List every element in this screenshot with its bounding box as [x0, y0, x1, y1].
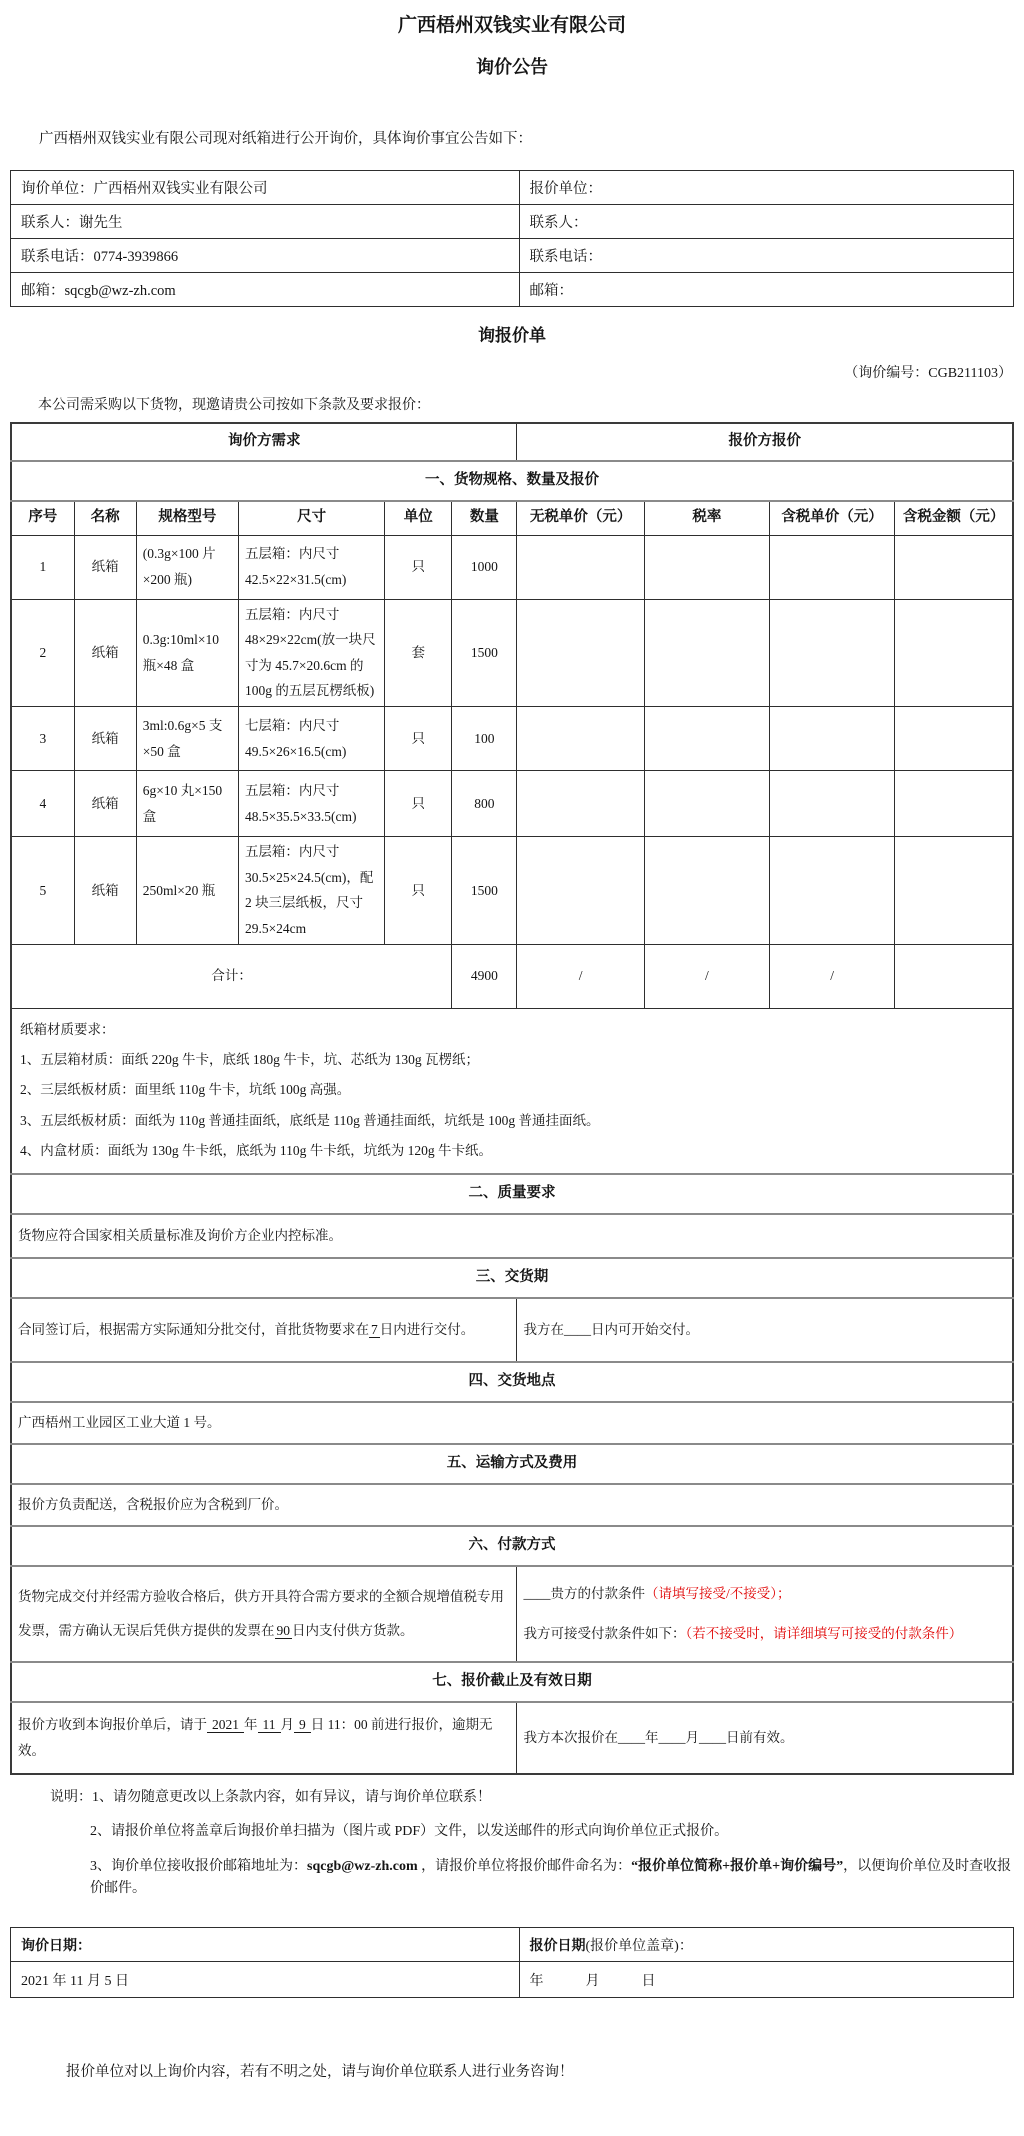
item-name: 纸箱: [74, 535, 136, 599]
note-2: 2、请报价单位将盖章后询报价单扫描为（图片或 PDF）文件，以发送邮件的形式向询价单位正式报价。: [90, 1824, 729, 1840]
price-tax-cell: [769, 837, 894, 945]
item-row: [11, 535, 1013, 599]
quote-email-cell: 邮箱：: [519, 273, 1013, 307]
inquiry-number: （询价编号：CGB211103）: [844, 366, 1012, 381]
item-no: 4: [11, 771, 74, 837]
amount-tax-cell: [895, 599, 1013, 707]
col-amount-tax: 含税金额（元）: [895, 501, 1013, 535]
deadline-demand-cell: 报价方收到本询报价单后，请于 2021 年 11 月 9 日 11：00 前进行报价，逾期无效。: [11, 1702, 517, 1774]
col-qty: 数量: [452, 501, 517, 535]
item-spec: 3ml:0.6g×5 支×50 盒: [136, 707, 238, 771]
section5-title: 五、运输方式及费用: [11, 1444, 1013, 1484]
col-taxrate: 税率: [644, 501, 769, 535]
item-spec: 0.3g:10ml×10 瓶×48 盒: [136, 599, 238, 707]
item-row: [11, 707, 1013, 771]
deadline-month-underlined: 11: [258, 1717, 281, 1733]
material-line: 4、内盒材质：面纸为 130g 牛卡纸，底纸为 110g 牛卡纸，坑纸为 120g 牛卡纸。: [20, 1143, 492, 1159]
taxrate-cell: [644, 535, 769, 599]
price-notax-cell: [517, 771, 644, 837]
goods-table: [10, 422, 1014, 1775]
notice-title: 询价公告: [476, 57, 548, 77]
price-tax-cell: [769, 771, 894, 837]
item-unit: 只: [385, 837, 452, 945]
payment-red-note: （请填写接受/不接受）；: [644, 1585, 791, 1601]
note-1: 说明：1、请勿随意更改以上条款内容，如有异议，请与询价单位联系！: [50, 1789, 491, 1805]
item-name: 纸箱: [74, 771, 136, 837]
note-email-bold: sqcgb@wz-zh.com: [307, 1858, 418, 1874]
taxrate-cell: [644, 707, 769, 771]
item-unit: 套: [385, 599, 452, 707]
total-label: 合计：: [11, 944, 452, 1008]
intro-text: 广西梧州双钱实业有限公司现对纸箱进行公开询价，具体询价事宜公告如下：: [39, 131, 532, 147]
delivery-quote-cell: 我方在____日内可开始交付。: [517, 1298, 1013, 1362]
company-title: 广西梧州双钱实业有限公司: [397, 15, 626, 36]
item-row: [11, 771, 1013, 837]
item-spec: 6g×10 丸×150 盒: [136, 771, 238, 837]
item-spec: (0.3g×100 片×200 瓶): [136, 535, 238, 599]
total-slash: /: [517, 944, 644, 1008]
material-requirements: [11, 1008, 1013, 1173]
price-tax-cell: [769, 535, 894, 599]
deadline-quote-cell: 我方本次报价在____年____月____日前有效。: [517, 1702, 1013, 1774]
payment-demand-cell: 货物完成交付并经需方验收合格后，供方开具符合需方要求的全额合规增值税专用发票，需方确认无误后凭供方提供的发票在 90 日内支付供方货款。: [11, 1566, 517, 1662]
section7-title: 七、报价截止及有效日期: [11, 1662, 1013, 1702]
item-no: 1: [11, 535, 74, 599]
price-notax-cell: [517, 837, 644, 945]
total-empty: [895, 944, 1013, 1008]
total-slash: /: [644, 944, 769, 1008]
price-tax-cell: [769, 707, 894, 771]
amount-tax-cell: [895, 707, 1013, 771]
taxrate-cell: [644, 837, 769, 945]
section2-title: 二、质量要求: [11, 1174, 1013, 1214]
payment-red-note: （若不接受时，请详细填写可接受的付款条件）: [685, 1625, 963, 1641]
contact-row: [11, 171, 1014, 205]
item-qty: 100: [452, 707, 517, 771]
inquiry-email-cell: 邮箱：sqcgb@wz-zh.com: [11, 273, 520, 307]
contact-table: [10, 170, 1014, 307]
contact-row: [11, 239, 1014, 273]
section6-title: 六、付款方式: [11, 1526, 1013, 1566]
item-row: [11, 837, 1013, 945]
col-price-tax: 含税单价（元）: [769, 501, 894, 535]
inquiry-phone-cell: 联系电话：0774-3939866: [11, 239, 520, 273]
transport-content: 报价方负责配送，含税报价应为含税到厂价。: [11, 1484, 1013, 1526]
item-qty: 1500: [452, 837, 517, 945]
total-qty: 4900: [452, 944, 517, 1008]
inquiry-unit-cell: 询价单位：广西梧州双钱实业有限公司: [11, 171, 520, 205]
taxrate-cell: [644, 771, 769, 837]
material-line: 1、五层箱材质：面纸 220g 牛卡，底纸 180g 牛卡，坑、芯纸为 130g 瓦楞纸；: [20, 1052, 479, 1067]
note-3: 3、询价单位接收报价邮箱地址为：sqcgb@wz-zh.com ，请报价单位将报价邮件命名为：“报价单位简称+报价单+询价编号”，以便询价单位及时查收报价邮件。: [90, 1858, 1012, 1896]
item-qty: 800: [452, 771, 517, 837]
price-notax-cell: [517, 535, 644, 599]
quote-side-header: 报价方报价: [517, 423, 1013, 461]
form-title: 询报价单: [478, 326, 546, 345]
inquiry-contact-cell: 联系人：谢先生: [11, 205, 520, 239]
col-unit: 单位: [385, 501, 452, 535]
demand-side-header: 询价方需求: [11, 423, 517, 461]
item-size: 五层箱：内尺寸 30.5×25×24.5(cm)，配 2 块三层纸板，尺寸 29.5×24cm: [238, 837, 384, 945]
inquiry-date-value: 2021 年 11 月 5 日: [11, 1962, 520, 1998]
delivery-days-underlined: 7: [371, 1321, 378, 1337]
col-no: 序号: [11, 501, 74, 535]
item-name: 纸箱: [74, 599, 136, 707]
notes-block: [10, 1787, 1014, 1900]
taxrate-cell: [644, 599, 769, 707]
material-title: 纸箱材质要求：: [20, 1021, 115, 1037]
total-row: [11, 944, 1013, 1008]
item-name: 纸箱: [74, 837, 136, 945]
section3-title: 三、交货期: [11, 1258, 1013, 1298]
price-notax-cell: [517, 599, 644, 707]
col-size: 尺寸: [238, 501, 384, 535]
delivery-address: 广西梧州工业园区工业大道 1 号。: [11, 1402, 1013, 1444]
item-name: 纸箱: [74, 707, 136, 771]
col-name: 名称: [74, 501, 136, 535]
col-price-notax: 无税单价（元）: [517, 501, 644, 535]
total-slash: /: [769, 944, 894, 1008]
price-tax-cell: [769, 599, 894, 707]
deadline-year-underlined: 2021: [207, 1717, 244, 1733]
item-qty: 1500: [452, 599, 517, 707]
quote-date-blank: 年 月 日: [519, 1962, 1013, 1998]
section4-title: 四、交货地点: [11, 1362, 1013, 1402]
invite-text: 本公司需采购以下货物，现邀请贵公司按如下条款及要求报价：: [38, 398, 430, 413]
amount-tax-cell: [895, 837, 1013, 945]
item-row: [11, 599, 1013, 707]
contact-row: [11, 205, 1014, 239]
quote-phone-cell: 联系电话：: [519, 239, 1013, 273]
quote-contact-cell: 联系人：: [519, 205, 1013, 239]
item-size: 五层箱：内尺寸 48.5×35.5×33.5(cm): [238, 771, 384, 837]
item-no: 3: [11, 707, 74, 771]
material-line: 3、五层纸板材质：面纸为 110g 普通挂面纸，底纸是 110g 普通挂面纸，坑纸是 100g 普通挂面纸。: [20, 1112, 600, 1128]
item-spec: 250ml×20 瓶: [136, 837, 238, 945]
payment-quote-cell: ____贵方的付款条件（请填写接受/不接受）； 我方可接受付款条件如下：（若不接受时，请详细填写可接受的付款条件）: [517, 1566, 1013, 1662]
item-unit: 只: [385, 707, 452, 771]
quality-content: 货物应符合国家相关质量标准及询价方企业内控标准。: [11, 1214, 1013, 1258]
item-unit: 只: [385, 771, 452, 837]
date-table: [10, 1927, 1014, 1998]
col-spec: 规格型号: [136, 501, 238, 535]
note-naming-bold: “报价单位简称+报价单+询价编号”: [631, 1858, 844, 1874]
item-size: 五层箱：内尺寸 48×29×22cm(放一块尺寸为 45.7×20.6cm 的 100g 的五层瓦楞纸板): [238, 599, 384, 707]
item-no: 5: [11, 837, 74, 945]
amount-tax-cell: [895, 535, 1013, 599]
item-no: 2: [11, 599, 74, 707]
quote-unit-cell: 报价单位：: [519, 171, 1013, 205]
payment-days-underlined: 90: [276, 1622, 290, 1638]
contact-row: [11, 273, 1014, 307]
item-size: 七层箱：内尺寸 49.5×26×16.5(cm): [238, 707, 384, 771]
column-header-row: [11, 501, 1013, 535]
item-unit: 只: [385, 535, 452, 599]
delivery-demand-cell: 合同签订后，根据需方实际通知分批交付，首批货物要求在 7 日内进行交付。: [11, 1298, 517, 1362]
item-size: 五层箱：内尺寸 42.5×22×31.5(cm): [238, 535, 384, 599]
item-qty: 1000: [452, 535, 517, 599]
quote-date-label: 报价日期(报价单位盖章)：: [519, 1928, 1013, 1962]
amount-tax-cell: [895, 771, 1013, 837]
section1-title: 一、货物规格、数量及报价: [11, 461, 1013, 501]
material-line: 2、三层纸板材质：面里纸 110g 牛卡，坑纸 100g 高强。: [20, 1082, 351, 1098]
price-notax-cell: [517, 707, 644, 771]
inquiry-date-label: 询价日期：: [11, 1928, 520, 1962]
deadline-day-underlined: 9: [294, 1717, 311, 1733]
footer-text: 报价单位对以上询价内容，若有不明之处，请与询价单位联系人进行业务咨询！: [66, 2064, 574, 2081]
